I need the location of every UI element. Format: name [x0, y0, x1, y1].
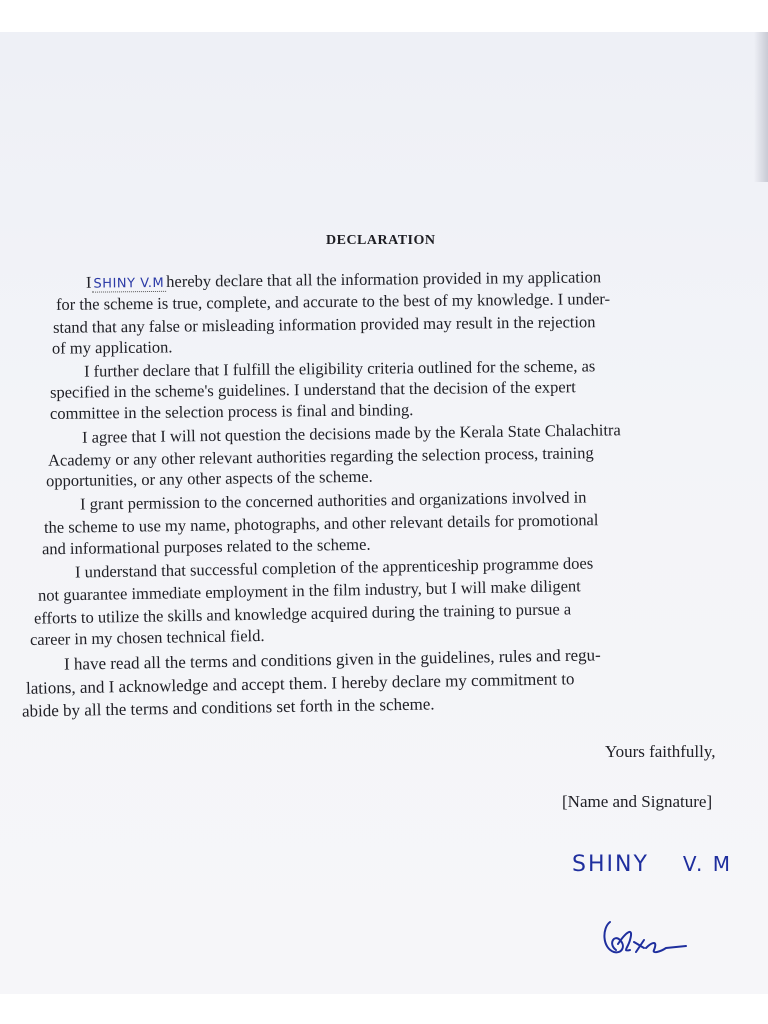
signature-scribble — [600, 914, 692, 964]
declaration-line: I grant permission to the concerned authorities and organizations involved in — [79, 487, 587, 514]
declaration-line: lations, and I acknowledge and accept them. I hereby declare my commitment to — [25, 669, 575, 698]
declaration-line: stand that any false or misleading information provided may result in the rejection — [52, 312, 596, 337]
declaration-line: abide by all the terms and conditions set forth in the scheme. — [21, 694, 435, 721]
declaration-line: not guarantee immediate employment in the film industry, but I will make diligent — [37, 576, 581, 605]
declaration-line: I have read all the terms and conditions given in the guidelines, rules and regu- — [63, 645, 601, 674]
line-text: hereby declare that all the information provided in my application — [166, 267, 602, 291]
signature-first-name: SHINY — [572, 852, 649, 877]
declaration-line: committee in the selection process is final and binding. — [49, 400, 414, 423]
declaration-line: the scheme to use my name, photographs, and other relevant details for promotional — [43, 510, 599, 537]
signature-initials: V. M — [682, 852, 732, 876]
declaration-line: and informational purposes related to the scheme. — [41, 534, 371, 559]
declaration-line: for the scheme is true, complete, and accurate to the best of my knowledge. I under- — [55, 289, 611, 314]
declaration-line: opportunities, or any other aspects of the scheme. — [45, 466, 373, 491]
page-title: DECLARATION — [326, 233, 436, 248]
closing-text: Yours faithfully, — [605, 742, 716, 761]
declaration-line: efforts to utilize the skills and knowledge acquired during the training to pursue a — [33, 599, 572, 628]
declaration-line: I understand that successful completion of the apprenticeship programme does — [74, 553, 594, 582]
line-text: I — [85, 272, 92, 292]
declaration-line: Academy or any other relevant authorities regarding the selection process, training — [47, 443, 594, 470]
handwritten-signature-name — [572, 852, 732, 877]
signature-label: [Name and Signature] — [562, 792, 713, 811]
declaration-line: of my application. — [51, 337, 173, 358]
declaration-line: career in my chosen technical field. — [29, 625, 265, 650]
page-edge-shadow — [754, 32, 768, 182]
handwritten-name: SHINY V.M — [91, 276, 166, 293]
declaration-line: I agree that I will not question the decisions made by the Kerala State Chalachitra — [81, 420, 621, 447]
declaration-line: specified in the scheme's guidelines. I understand that the decision of the expert — [49, 377, 576, 402]
declaration-line: I further declare that I fulfill the eligibility criteria outlined for the scheme, as — [83, 356, 596, 381]
